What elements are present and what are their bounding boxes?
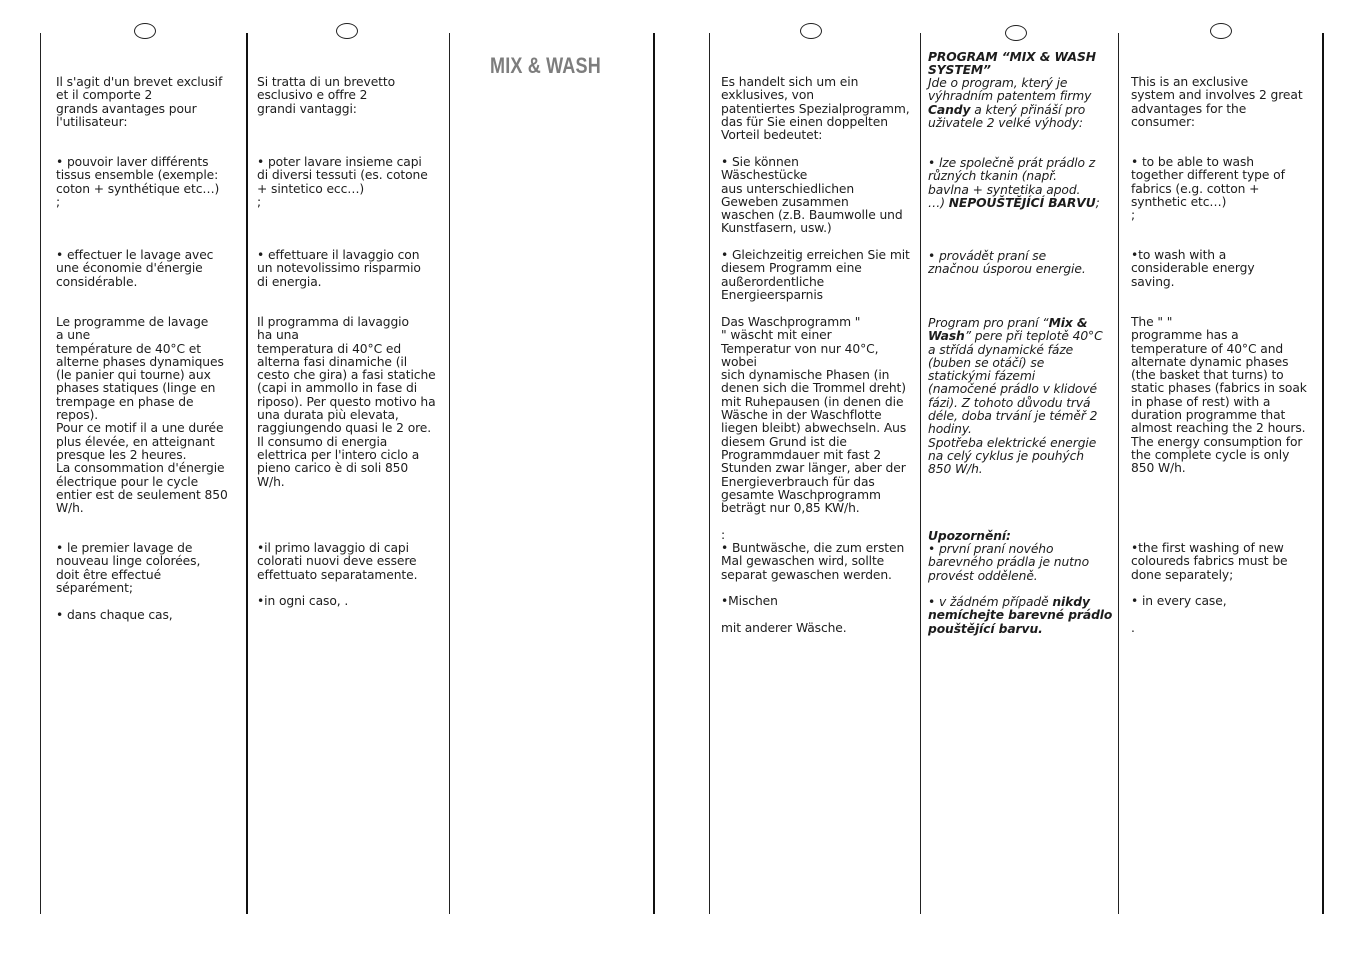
- warning-1: • Buntwäsche, die zum ersten Mal gewaschen wird, sollte separat gewaschen werden.: [721, 541, 905, 582]
- advantage-1: • to be able to wash together different type of fabrics (e.g. cotton + synthetic etc…) ;: [1131, 155, 1285, 223]
- column-rule: [449, 33, 450, 914]
- warning-1: •the first washing of new coloureds fabrics must be done separately;: [1131, 541, 1288, 582]
- column-rule: [1322, 33, 1324, 914]
- intro-text: Il s'agit d'un brevet exclusif et il comporte 2 grands avantages pour l'utilisateur:: [56, 75, 223, 129]
- warning-heading: :: [721, 528, 726, 542]
- advantage-2: •to wash with a considerable energy saving.: [1131, 248, 1255, 289]
- advantage-2: • Gleichzeitig erreichen Sie mit diesem Programm eine außerordentliche Energieersparnis: [721, 248, 910, 302]
- program-text: Il programma di lavaggio ha una temperatura di 40°C ed alterna fasi dinamiche (il cesto che gira) a fasi statiche (capi in ammollo in fase di riposo). Per questo motivo ha una durata più elevata, raggiungendo quasi le 2 ore. Il consumo di energia elettrica per l'intero ciclo a pieno carico è di soli 850 W/h.: [257, 315, 436, 489]
- column-rule: [40, 33, 41, 914]
- language-flag-icon: [336, 23, 358, 39]
- warning-2: •in ogni caso, .: [257, 594, 349, 608]
- brand-name: Candy: [928, 102, 971, 117]
- advantage-2: • provádět praní se značnou úsporou energie.: [928, 249, 1086, 277]
- intro-text: Si tratta di un brevetto esclusivo e offre 2 grandi vantaggi:: [257, 75, 396, 116]
- advantage-part: ;: [1095, 195, 1100, 210]
- warning-2: [928, 596, 1114, 636]
- warning-2: •Mischen mit anderer Wäsche.: [721, 594, 847, 635]
- warning-1: •il primo lavaggio di capi colorati nuovi deve essere effettuato separatamente.: [257, 541, 418, 582]
- program-text: [928, 317, 1114, 477]
- column-rule: [709, 33, 710, 914]
- program-part: ” pere při teplotě 40°C a střídá dynamické fáze (buben se otáčí) se statickými fázemi (namočené prádlo v klidové fázi). Z tohoto důvodu trvá déle, doba trvání je téměř 2 hodiny. Spotřeba elektrické energie na celý cyklus je pouhých 850 W/h.: [928, 329, 1103, 477]
- warning-2: • dans chaque cas,: [56, 608, 173, 622]
- intro-text: This is an exclusive system and involves 2 great advantages for the consumer:: [1131, 75, 1303, 129]
- column-rule: [246, 33, 248, 914]
- warning-emphasis: nikdy nemíchejte barevné prádlo pouštějící barvu.: [928, 595, 1113, 636]
- advantage-emphasis: NEPOUŠTĚJÍCÍ BARVU: [948, 195, 1096, 210]
- column-rule: [1118, 33, 1119, 914]
- program-text: The " " programme has a temperature of 40°C and alternate dynamic phases (the basket that turns) to static phases (fabrics in soak in phase of rest) with a duration programme that almost reaching the 2 hours. The energy consumption for the complete cycle is only 850 W/h.: [1131, 315, 1307, 476]
- advantage-1: • pouvoir laver différents tissus ensemble (exemple: coton + synthétique etc…) ;: [56, 155, 220, 209]
- advantage-2: • effettuare il lavaggio con un notevolissimo risparmio di energia.: [257, 248, 421, 289]
- column-rule: [653, 33, 655, 914]
- advantage-1: • poter lavare insieme capi di diversi tessuti (es. cotone + sintetico ecc…) ;: [257, 155, 428, 209]
- warning-1: • první praní nového barevného prádla je nutno provést odděleně.: [928, 542, 1090, 583]
- language-flag-icon: [134, 23, 156, 39]
- program-heading: PROGRAM “MIX & WASH SYSTEM”: [928, 50, 1096, 78]
- advantage-2: • effectuer le lavage avec une économie d'énergie considérable.: [56, 248, 214, 289]
- advantage-part: • lze společně prát prádlo z různých tkanin (např. bavlna + syntetika apod. …): [928, 156, 1096, 210]
- language-flag-icon: [800, 23, 822, 39]
- intro-part: Jde o program, který je výhradním patentem firmy: [928, 76, 1092, 104]
- language-flag-icon: [1005, 25, 1027, 41]
- intro-text: Es handelt sich um ein exklusives, von patentiertes Spezialprogramm, das für Sie einen doppelten Vorteil bedeutet:: [721, 75, 910, 143]
- intro-text: [928, 77, 1114, 130]
- intro-part: a který přináší pro uživatele 2 velké výhody:: [928, 102, 1086, 130]
- program-part: Program pro praní “: [928, 316, 1049, 330]
- advantage-1: [928, 157, 1114, 210]
- program-name: Mix & Wash: [928, 316, 1088, 344]
- warning-part: • v žádném případě: [928, 595, 1053, 609]
- language-flag-icon: [1210, 23, 1232, 39]
- program-text: Das Waschprogramm " " wäscht mit einer Temperatur von nur 40°C, wobei sich dynamische Phasen (in denen sich die Trommel dreht) mit Ruhepausen (in denen die Wäsche in der Waschflotte liegen bleibt) abwechseln. Aus diesem Grund ist die Programmdauer mit fast 2 Stunden zwar länger, aber der Energieverbrauch für das gesamte Waschprogramm beträgt nur 0,85 KW/h.: [721, 315, 907, 516]
- advantage-1: • Sie können Wäschestücke aus unterschiedlichen Geweben zusammen waschen (z.B. Baumwolle und Kunstfasern, usw.): [721, 155, 903, 236]
- warning-heading: Upozornění:: [928, 529, 1011, 543]
- warning-1: • le premier lavage de nouveau linge colorées, doit être effectué séparément;: [56, 541, 201, 595]
- column-rule: [920, 33, 921, 914]
- warning-2: • in every case, .: [1131, 594, 1227, 635]
- program-text: Le programme de lavage a une température de 40°C et alterne phases dynamiques (le panier qui tourne) aux phases statiques (linge en trempage en phase de repos). Pour ce motif il a une durée plus élevée, en atteignant presque les 2 heures. La consommation d'énergie électrique pour le cycle entier est de seulement 850 W/h.: [56, 315, 228, 516]
- page-title: MIX & WASH: [490, 53, 601, 78]
